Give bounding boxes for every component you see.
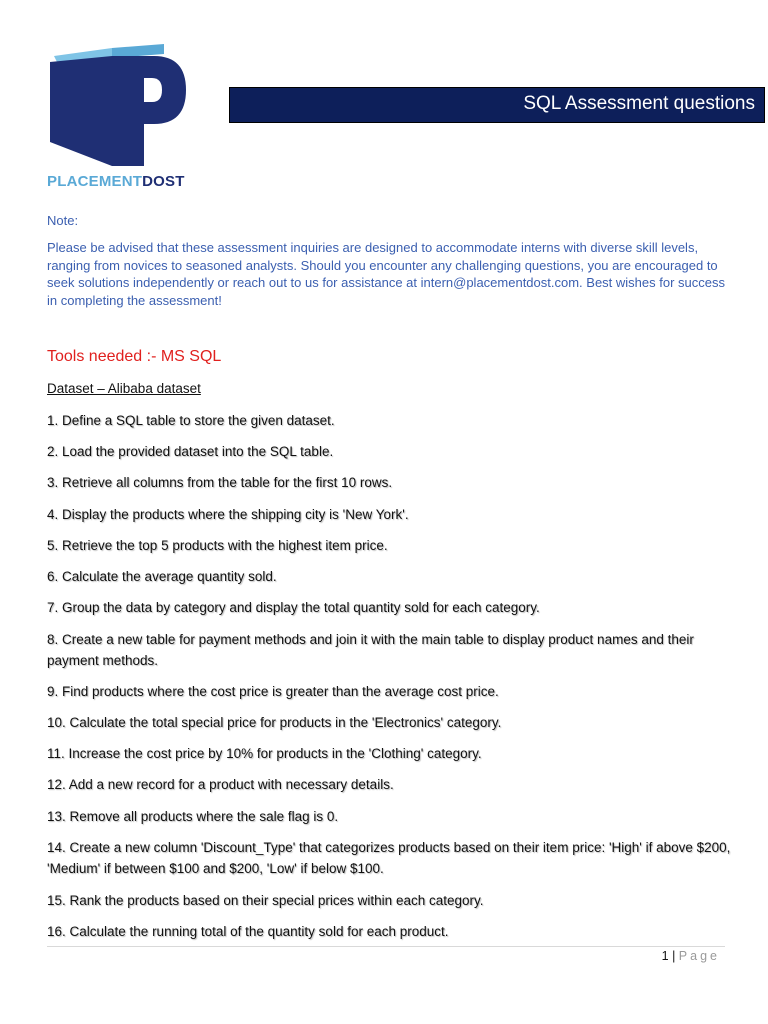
page-title: SQL Assessment questions [523,93,755,114]
dataset-label: Dataset – Alibaba dataset [47,381,201,396]
question-item: 10. Calculate the total special price for products in the 'Electronics' category. [47,715,502,730]
tools-needed: Tools needed :- MS SQL [47,348,222,365]
note-label: Note: [47,213,79,228]
question-item: 3. Retrieve all columns from the table for the first 10 rows. [47,475,393,490]
brand-part-dost: DOST [142,173,185,190]
question-item: 6. Calculate the average quantity sold. [47,569,277,584]
question-item: 8. Create a new table for payment methods and join it with the main table to display product names and their payment methods. [47,632,694,668]
question-item: 13. Remove all products where the sale flag is 0. [47,809,339,824]
question-item: 11. Increase the cost price by 10% for products in the 'Clothing' category. [47,746,482,761]
question-item: 12. Add a new record for a product with necessary details. [47,777,394,792]
page-footer [662,949,720,963]
title-banner [229,87,765,123]
page-label: Page [678,949,720,963]
question-item: 16. Calculate the running total of the quantity sold for each product. [47,924,449,939]
brand-name [47,173,185,190]
question-item: 1. Define a SQL table to store the given dataset. [47,413,335,428]
page-separator: | [672,949,676,963]
brand-part-placement: PLACEMENT [47,173,143,190]
question-item: 4. Display the products where the shipping city is 'New York'. [47,507,409,522]
placementdost-logo [46,42,188,166]
question-item: 2. Load the provided dataset into the SQL table. [47,444,334,459]
question-item: 15. Rank the products based on their special prices within each category. [47,893,484,908]
note-body: Please be advised that these assessment inquiries are designed to accommodate interns with diverse skill levels, ranging from novices to seasoned analysts. Should you encounter any challenging questions, you are encouraged to seek solutions independently or reach out to us for assistance at intern@placementdost.com. Best wishes for success in completing the assessment! [47,240,725,308]
question-item: 9. Find products where the cost price is greater than the average cost price. [47,684,499,699]
question-item: 5. Retrieve the top 5 products with the highest item price. [47,538,388,553]
page-number: 1 [661,949,669,963]
question-item: 14. Create a new column 'Discount_Type' that categorizes products based on their item price: 'High' if above $200, 'Medium' if between $100 and $200, 'Low' if below $100. [47,840,731,876]
question-item: 7. Group the data by category and display the total quantity sold for each category. [47,600,540,615]
footer-divider [47,946,725,947]
